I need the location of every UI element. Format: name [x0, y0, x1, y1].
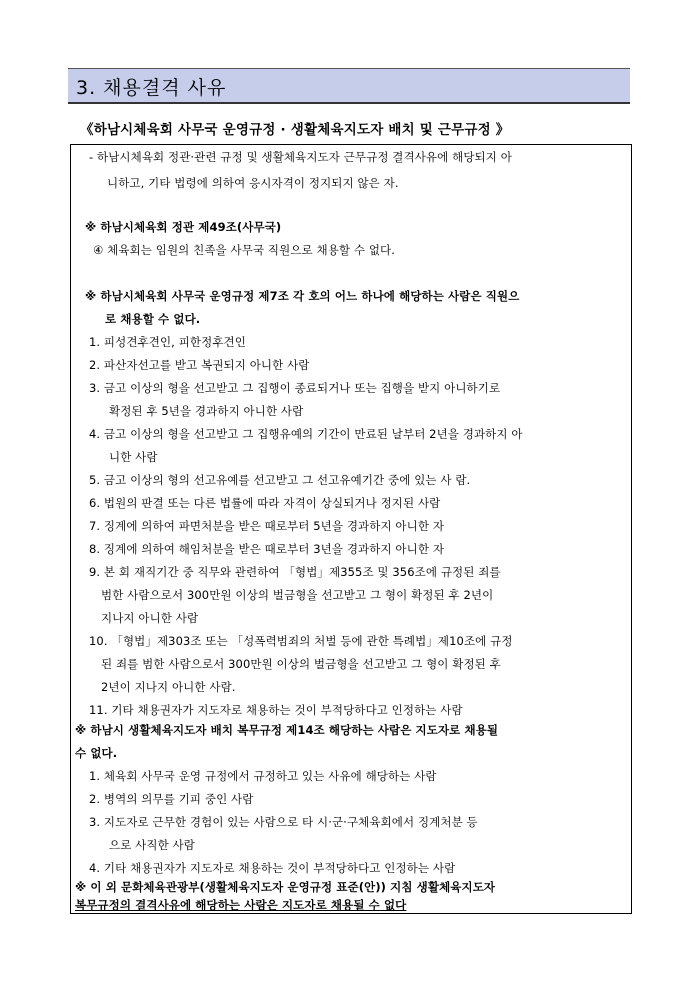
subtitle: 《하남시체육회 사무국 운영규정 · 생활체육지도자 배치 및 근무규정 》 — [80, 122, 510, 138]
list-item: 6. 법원의 판결 또는 다른 법률에 따라 자격이 상실되거나 정지된 사람 — [89, 496, 441, 510]
list-item: 1. 피성견후견인, 피한정후견인 — [89, 335, 246, 349]
list-item: 1. 체육회 사무국 운영 규정에서 규정하고 있는 사유에 해당하는 사람 — [89, 769, 437, 783]
list-item: 4. 기타 채용권자가 지도자로 채용하는 것이 부적당하다고 인정하는 사람 — [89, 861, 456, 875]
content-box — [70, 144, 632, 914]
list-item-continuation: 니한 사람 — [109, 450, 158, 464]
article7-heading-line-2: 로 채용할 수 없다. — [105, 312, 201, 326]
article14-heading-line-2: 수 없다. — [75, 746, 118, 760]
article49-heading: ※ 하남시체육회 정관 제49조(사무국) — [85, 220, 282, 234]
list-item: 4. 금고 이상의 형을 선고받고 그 집행유예의 기간이 만료된 날부터 2년을 경과하지 아 — [89, 427, 523, 441]
list-item: 3. 지도자로 근무한 경험이 있는 사람으로 타 시·군·구체육회에서 징계처분 등 — [89, 815, 478, 829]
list-item-continuation: 으로 사직한 사람 — [109, 838, 195, 852]
list-item-continuation: 2년이 지나지 아니한 사람. — [101, 680, 236, 694]
list-item: 3. 금고 이상의 형을 선고받고 그 집행이 종료되거나 또는 집행을 받지 아니하기로 — [89, 381, 501, 395]
closing-line-1: ※ 이 외 문화체육관광부(생활체육지도자 운영규정 표준(안)) 지침 생활체육지도자 — [75, 880, 496, 894]
article14-heading-line-1: ※ 하남시 생활체육지도자 배치 복무규정 제14조 해당하는 사람은 지도자로 채용될 — [75, 723, 499, 737]
intro-line-2: 니하고, 기타 법령에 의하여 응시자격이 정지되지 않은 자. — [107, 176, 399, 190]
section-title: 3. 채용결격 사유 — [76, 77, 227, 99]
list-item: 11. 기타 채용권자가 지도자로 채용하는 것이 부적당하다고 인정하는 사람 — [89, 703, 463, 717]
list-item: 7. 징계에 의하여 파면처분을 받은 때로부터 5년을 경과하지 아니한 자 — [89, 519, 445, 533]
list-item-continuation: 된 죄를 범한 사람으로서 300만원 이상의 벌금형을 선고받고 그 형이 확정된 후 — [101, 657, 501, 671]
list-item-continuation: 범한 사람으로서 300만원 이상의 벌금형을 선고받고 그 형이 확정된 후 2년이 — [101, 588, 494, 602]
list-item: 5. 금고 이상의 형의 선고유예를 선고받고 그 선고유예기간 중에 있는 사 람. — [89, 473, 471, 487]
list-item: 2. 파산자선고를 받고 복권되지 아니한 사람 — [89, 358, 310, 372]
article7-heading-line-1: ※ 하남시체육회 사무국 운영규정 제7조 각 호의 어느 하나에 해당하는 사람은 직원으 — [85, 289, 520, 303]
list-item: 2. 병역의 의무를 기피 중인 사람 — [89, 792, 254, 806]
list-item: 9. 본 회 재직기간 중 직무와 관련하여 「형법」제355조 및 356조에 규정된 죄를 — [89, 565, 501, 579]
section-title-bar — [68, 68, 630, 104]
list-item: 8. 징계에 의하여 해임처분을 받은 때로부터 3년을 경과하지 아니한 자 — [89, 542, 445, 556]
article49-text: ④ 체육회는 임원의 친족을 사무국 직원으로 채용할 수 없다. — [93, 243, 396, 257]
closing-line-2: 복무규정의 결격사유에 해당하는 사람은 지도자로 채용될 수 없다 — [75, 898, 407, 912]
list-item: 10. 「형법」제303조 또는 「성폭력범죄의 처벌 등에 관한 특례법」제10조에 규정 — [89, 634, 513, 648]
list-item-continuation: 확정된 후 5년을 경과하지 아니한 사람 — [109, 404, 304, 418]
list-item-continuation: 지나지 아니한 사람 — [101, 611, 199, 625]
intro-line-1: - 하남시체육회 정관·관련 규정 및 생활체육지도자 근무규정 결격사유에 해당되지 아 — [89, 150, 512, 164]
